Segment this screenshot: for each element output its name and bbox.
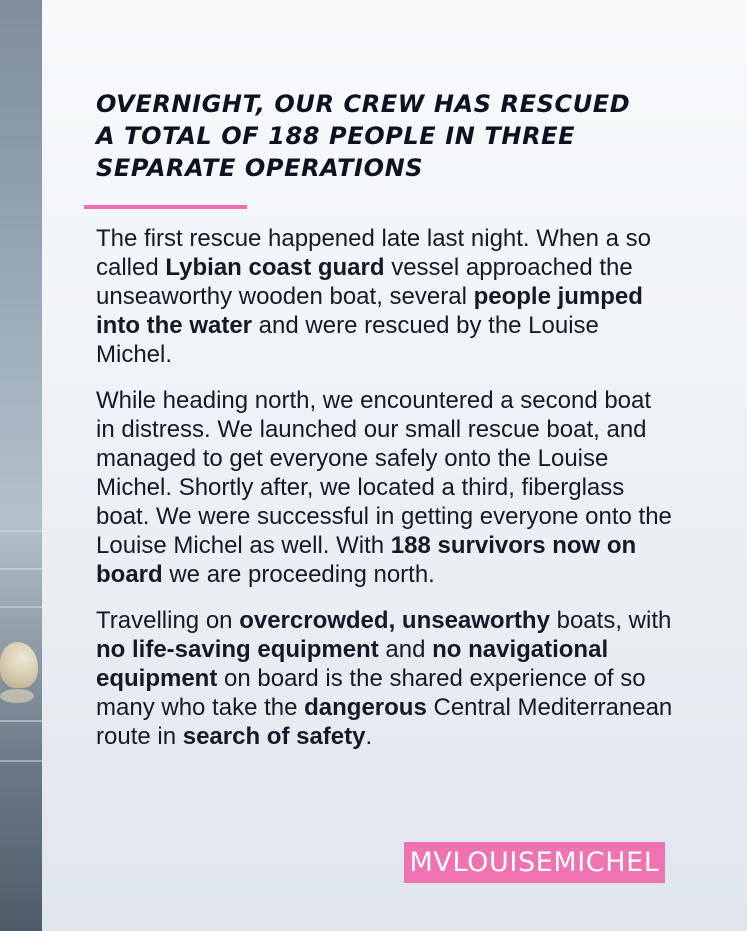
boat-reflection: [0, 689, 34, 703]
text-run: .: [365, 723, 373, 750]
text-run: vessel approached the unseaworthy wooden boat, several: [96, 254, 633, 310]
text-run: While heading north, we encountered a second boat in distress. We launched our small rescue boat, and managed to get everyone safely onto the Louise Michel. Shortly after, we located a third, fiberglass boat. We were successful in getting everyone onto the Louise Michel as well. With: [96, 387, 672, 559]
text-run: Travelling on: [96, 607, 240, 634]
headline-line-2: A TOTAL OF 188 PEOPLE IN THREE: [96, 122, 576, 150]
sea-wave: [0, 606, 42, 608]
emphasis-people-jumped: people jumped into the water: [96, 283, 643, 339]
text-run: boats, with: [549, 607, 672, 634]
sea-wave: [0, 568, 42, 570]
headline-line-3: SEPARATE OPERATIONS: [96, 154, 424, 182]
page-title: [96, 88, 676, 184]
paragraph-shared-experience: [96, 606, 676, 751]
text-run: we are proceeding north.: [162, 561, 435, 588]
emphasis-survivors-on-board: 188 survivors now on board: [96, 532, 637, 588]
boat-image: [0, 642, 38, 688]
emphasis-lybian-coast-guard: Lybian coast guard: [165, 254, 385, 281]
sea-wave: [0, 720, 42, 722]
emphasis-overcrowded: overcrowded, unseaworthy: [239, 607, 550, 634]
sea-wave: [0, 530, 42, 532]
headline-line-1: OVERNIGHT, OUR CREW HAS RESCUED: [96, 90, 631, 118]
text-run: and were rescued by the Louise Michel.: [96, 312, 599, 368]
emphasis-no-navigational-equipment: no navigational equipment: [96, 636, 609, 692]
accent-divider: [84, 205, 247, 209]
emphasis-no-life-saving-equipment: no life-saving equipment: [96, 636, 379, 663]
sea-wave: [0, 760, 42, 762]
background-sea-photo: [0, 0, 42, 931]
article-body: [96, 224, 676, 768]
emphasis-search-of-safety: search of safety: [182, 723, 366, 750]
text-run: and: [378, 636, 433, 663]
emphasis-dangerous: dangerous: [304, 694, 427, 721]
text-run: The first rescue happened late last night. When a so called: [96, 225, 651, 281]
brand-handle-badge: MVLOUISEMICHEL: [404, 842, 665, 883]
paragraph-first-rescue: [96, 224, 676, 369]
paragraph-second-and-third-rescue: [96, 386, 676, 589]
text-run: on board is the shared experience of so many who take the: [96, 665, 646, 721]
text-run: Central Mediterranean route in: [96, 694, 673, 750]
